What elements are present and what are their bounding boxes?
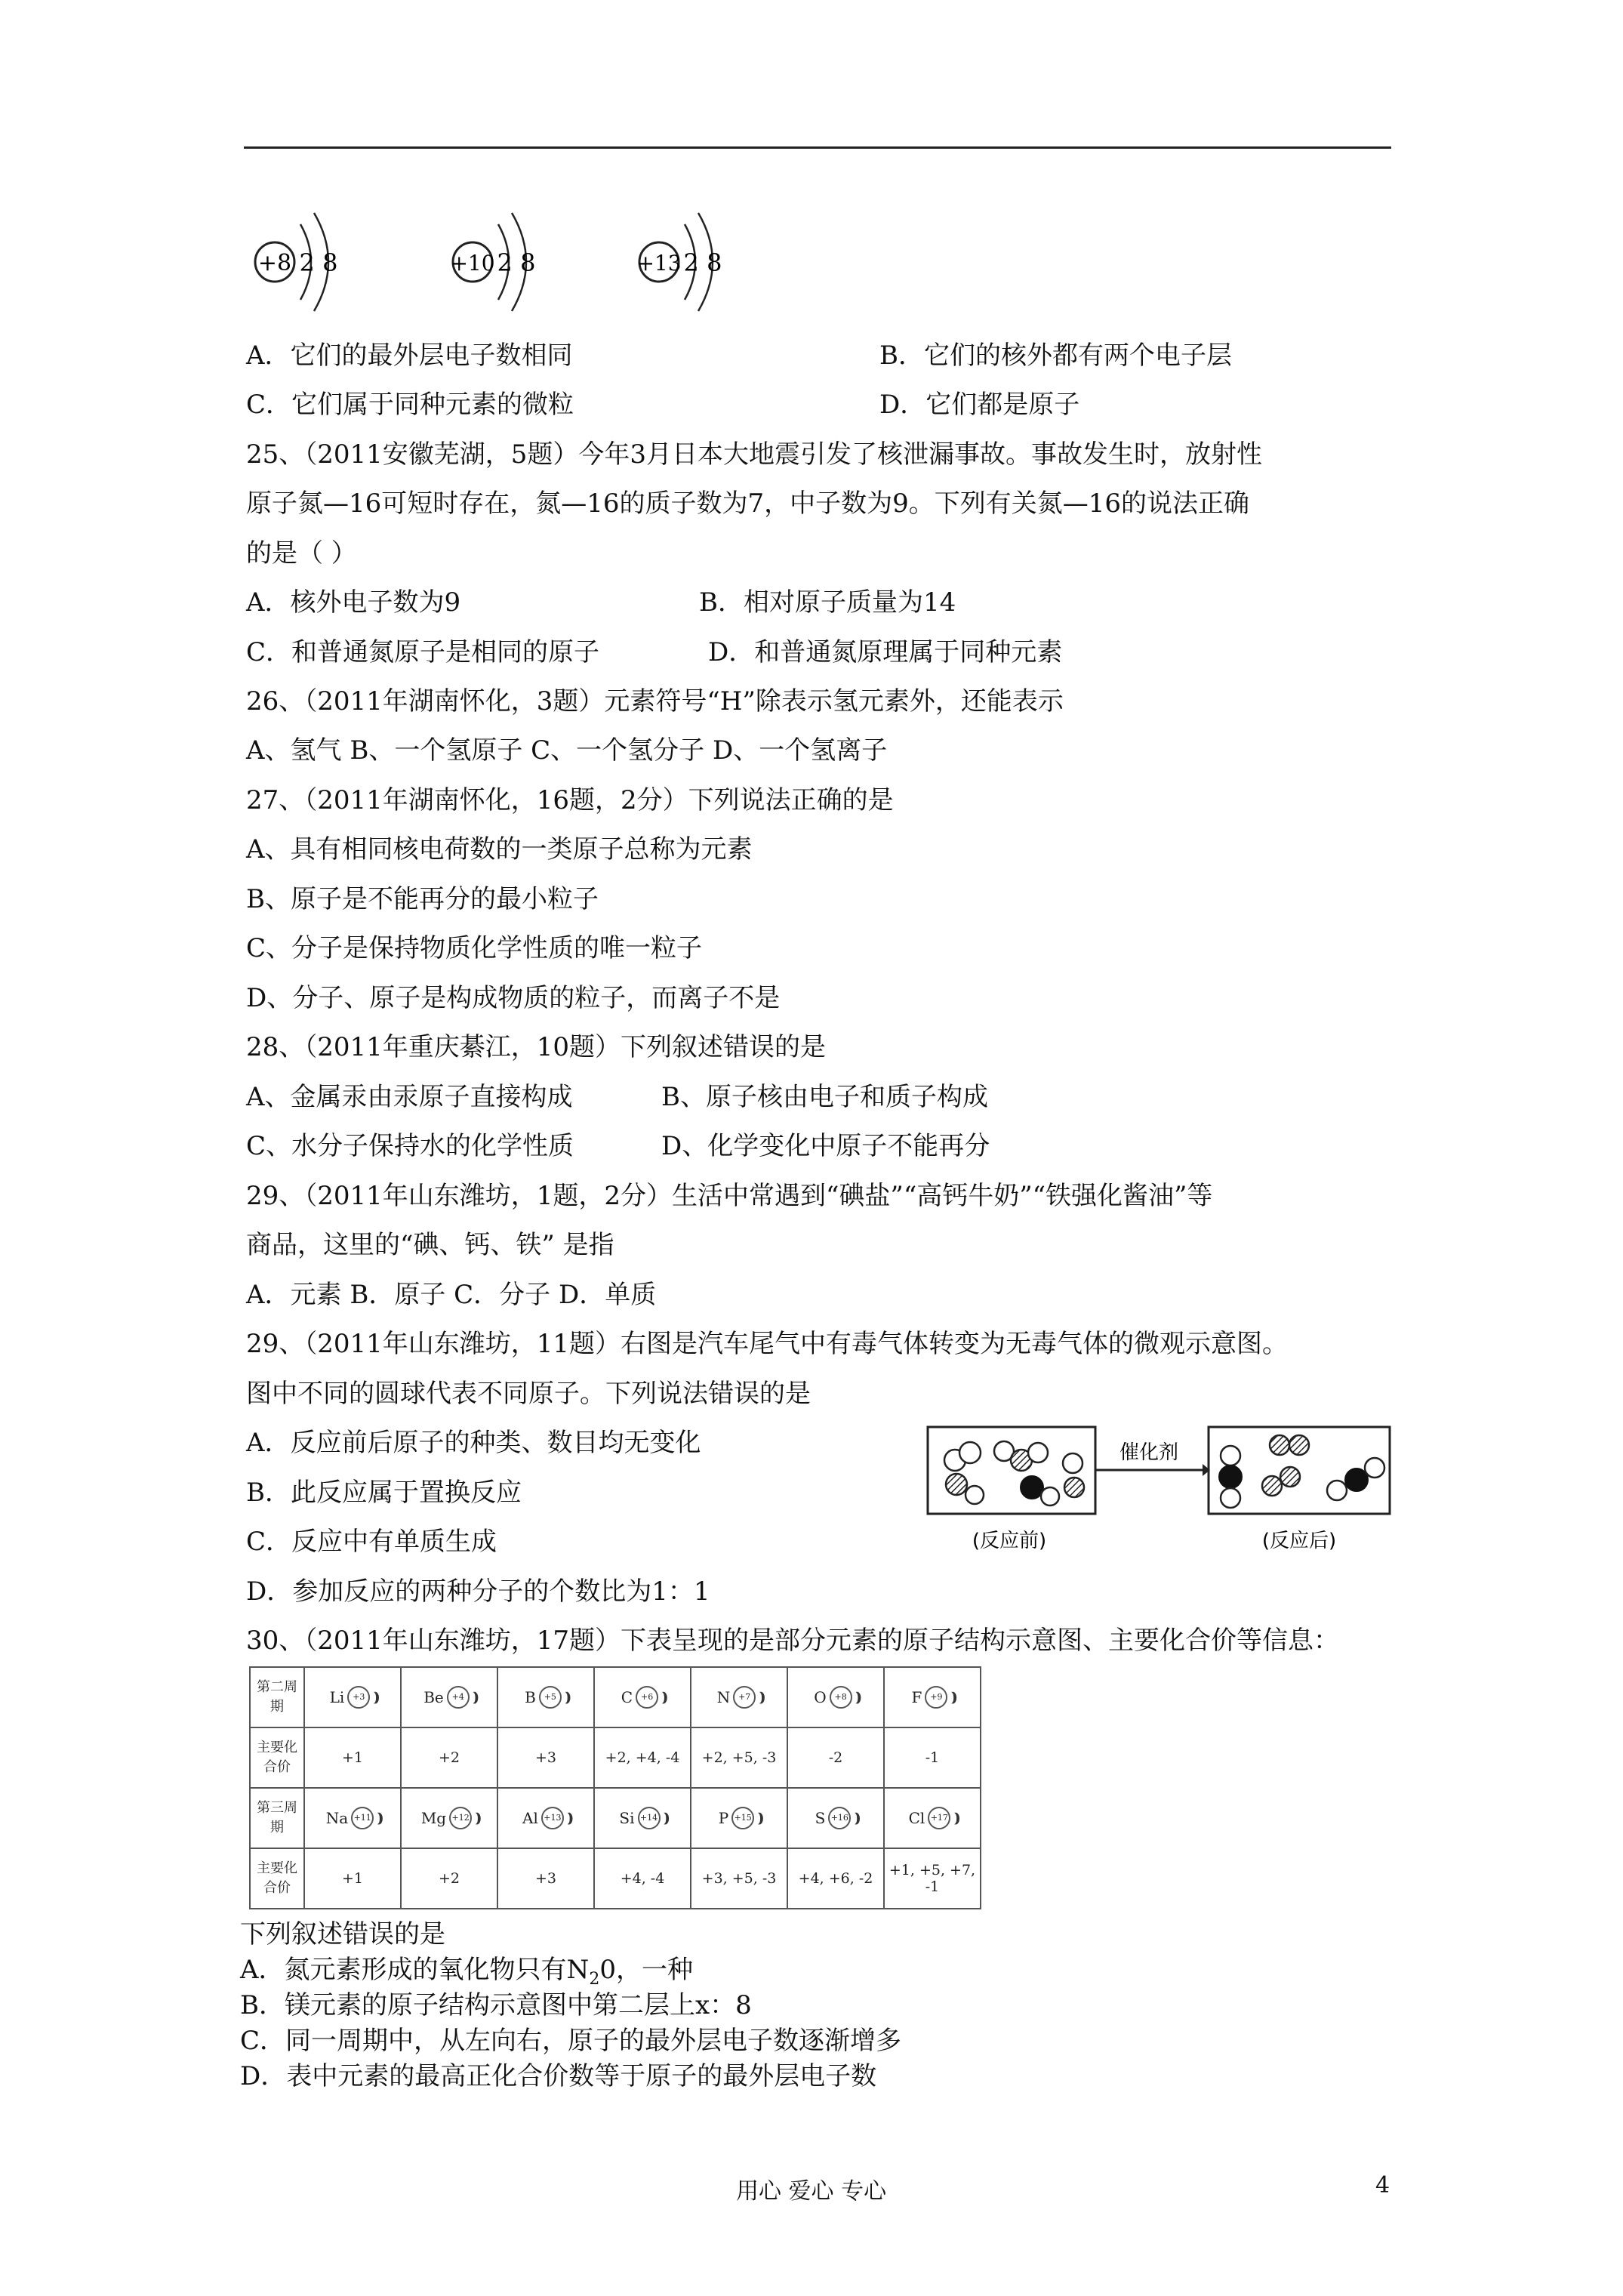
q29b-option-d: D．参加反应的两种分子的个数比为1：1 — [246, 1576, 710, 1607]
valence-cell: +3 — [497, 1727, 594, 1788]
valence-cell: +2, +4, -4 — [594, 1727, 691, 1788]
table-row — [250, 1727, 981, 1788]
valence-cell: +2 — [401, 1727, 497, 1788]
q30-option-c: C．同一周期中，从左向右，原子的最外层电子数逐渐增多 — [240, 2026, 902, 2056]
q29b-option-c: C．反应中有单质生成 — [246, 1527, 497, 1557]
row-header: 主要化合价 — [250, 1848, 304, 1909]
row-header: 第三周期 — [250, 1788, 304, 1848]
q24-option-c: C．它们属于同种元素的微粒 — [246, 390, 574, 420]
q24-option-b: B．它们的核外都有两个电子层 — [879, 341, 1232, 371]
element-cell: Be +4 ))) — [401, 1667, 497, 1727]
atom-diagram-3 — [630, 198, 744, 329]
element-cell: Si +14 ))) — [594, 1788, 691, 1848]
q27-option-b: B、原子是不能再分的最小粒子 — [246, 884, 599, 914]
page-number: 4 — [1375, 2172, 1390, 2199]
table-row — [250, 1667, 981, 1727]
q25-stem-2: 原子氮—16可短时存在，氮—16的质子数为7，中子数为9。下列有关氮—16的说法正确 — [246, 488, 1250, 519]
valence-cell: +1, +5, +7, -1 — [884, 1848, 981, 1909]
atom-diagram-1 — [246, 198, 359, 329]
element-cell: Na +11 ))) — [304, 1788, 401, 1848]
q30-prompt: 下列叙述错误的是 — [240, 1919, 445, 1949]
after-label: (反应后) — [1261, 1530, 1337, 1552]
q29a-stem-1: 29、（2011年山东潍坊，1题，2分）生活中常遇到“碘盐”“高钙牛奶”“铁强化酱油”等 — [246, 1181, 1213, 1211]
row-header: 第二周期 — [250, 1667, 304, 1727]
q28-option-d: D、化学变化中原子不能再分 — [661, 1131, 990, 1161]
q25-option-a: A．核外电子数为9 — [246, 587, 461, 618]
element-cell: C +6 ))) — [594, 1667, 691, 1727]
table-row — [250, 1848, 981, 1909]
valence-cell: +2, +5, -3 — [691, 1727, 787, 1788]
element-cell: B +5 ))) — [497, 1667, 594, 1727]
q29b-stem-1: 29、（2011年山东潍坊，11题）右图是汽车尾气中有毒气体转变为无毒气体的微观示意图。 — [246, 1329, 1289, 1359]
q30-option-a: A．氮元素形成的氧化物只有$N_20$，一种 — [240, 1955, 693, 1989]
valence-cell: -2 — [787, 1727, 884, 1788]
element-cell: Li +3 ))) — [304, 1667, 401, 1727]
element-cell: O +8 ))) — [787, 1667, 884, 1727]
valence-cell: +1 — [304, 1727, 401, 1788]
q28-option-a: A、金属汞由汞原子直接构成 — [246, 1082, 573, 1112]
q25-option-d: D．和普通氮原理属于同种元素 — [708, 637, 1063, 667]
nucleus-label: +8 — [257, 250, 292, 276]
q30-stem: 30、（2011年山东潍坊，17题）下表呈现的是部分元素的原子结构示意图、主要化合价等信息： — [246, 1626, 1340, 1656]
shells-label: 2 8 — [497, 248, 536, 277]
q27-option-a: A、具有相同核电荷数的一类原子总称为元素 — [246, 834, 753, 864]
element-cell: Al +13 ))) — [497, 1788, 594, 1848]
valence-cell: +3, +5, -3 — [691, 1848, 787, 1909]
table-row — [250, 1788, 981, 1848]
q24-option-d: D．它们都是原子 — [879, 390, 1080, 420]
q24-option-a: A．它们的最外层电子数相同 — [246, 341, 573, 371]
q29b-option-b: B．此反应属于置换反应 — [246, 1478, 522, 1508]
q30-option-d: D．表中元素的最高正化合价数等于原子的最外层电子数 — [240, 2061, 877, 2091]
shells-label: 2 8 — [299, 248, 338, 277]
element-cell: Mg +12 ))) — [401, 1788, 497, 1848]
valence-cell: +2 — [401, 1848, 497, 1909]
element-cell: N +7 ))) — [691, 1667, 787, 1727]
element-cell: F +9 ))) — [884, 1667, 981, 1727]
q27-stem: 27、（2011年湖南怀化，16题，2分）下列说法正确的是 — [246, 785, 894, 815]
element-cell: Cl +17 ))) — [884, 1788, 981, 1848]
element-cell: P +15 ))) — [691, 1788, 787, 1848]
q30-option-b: B．镁元素的原子结构示意图中第二层上x：8 — [240, 1990, 752, 2020]
valence-cell: +1 — [304, 1848, 401, 1909]
atom-diagram-2 — [444, 198, 557, 329]
q29a-options: A．元素 B．原子 C．分子 D．单质 — [246, 1280, 657, 1310]
footer-motto: 用心 爱心 专心 — [736, 2178, 887, 2205]
q29b-stem-2: 图中不同的圆球代表不同原子。下列说法错误的是 — [246, 1379, 811, 1409]
valence-cell: +4, +6, -2 — [787, 1848, 884, 1909]
q25-option-b: B．相对原子质量为14 — [699, 587, 956, 618]
q29a-stem-2: 商品，这里的“碘、钙、铁” 是指 — [246, 1230, 614, 1260]
q26-options: A、氢气 B、一个氢原子 C、一个氢分子 D、一个氢离子 — [246, 735, 888, 766]
element-table — [249, 1666, 981, 1909]
q25-stem-1: 25、（2011安徽芜湖，5题）今年3月日本大地震引发了核泄漏事故。事故发生时，放射性 — [246, 439, 1263, 470]
q27-option-c: C、分子是保持物质化学性质的唯一粒子 — [246, 933, 703, 963]
reaction-diagram — [925, 1422, 1393, 1558]
q26-stem: 26、（2011年湖南怀化，3题）元素符号“H”除表示氢元素外，还能表示 — [246, 686, 1064, 717]
q25-stem-3: 的是（ ） — [246, 538, 357, 569]
q25-option-c: C．和普通氮原子是相同的原子 — [246, 637, 600, 667]
catalyst-label: 催化剂 — [1119, 1441, 1179, 1464]
shells-label: 2 8 — [683, 248, 722, 277]
before-label: (反应前) — [972, 1530, 1047, 1552]
q27-option-d: D、分子、原子是构成物质的粒子，而离子不是 — [246, 983, 781, 1013]
valence-cell: -1 — [884, 1727, 981, 1788]
nucleus-label: +13 — [636, 251, 682, 276]
q28-option-b: B、原子核由电子和质子构成 — [661, 1082, 988, 1112]
valence-cell: +4, -4 — [594, 1848, 691, 1909]
q28-option-c: C、水分子保持水的化学性质 — [246, 1131, 574, 1161]
valence-cell: +3 — [497, 1848, 594, 1909]
nucleus-label: +10 — [450, 251, 495, 276]
q28-stem: 28、（2011年重庆綦江，10题）下列叙述错误的是 — [246, 1032, 827, 1062]
element-cell: S +16 ))) — [787, 1788, 884, 1848]
q29b-option-a: A．反应前后原子的种类、数目均无变化 — [246, 1428, 701, 1458]
row-header: 主要化合价 — [250, 1727, 304, 1788]
header-rule — [244, 146, 1391, 149]
